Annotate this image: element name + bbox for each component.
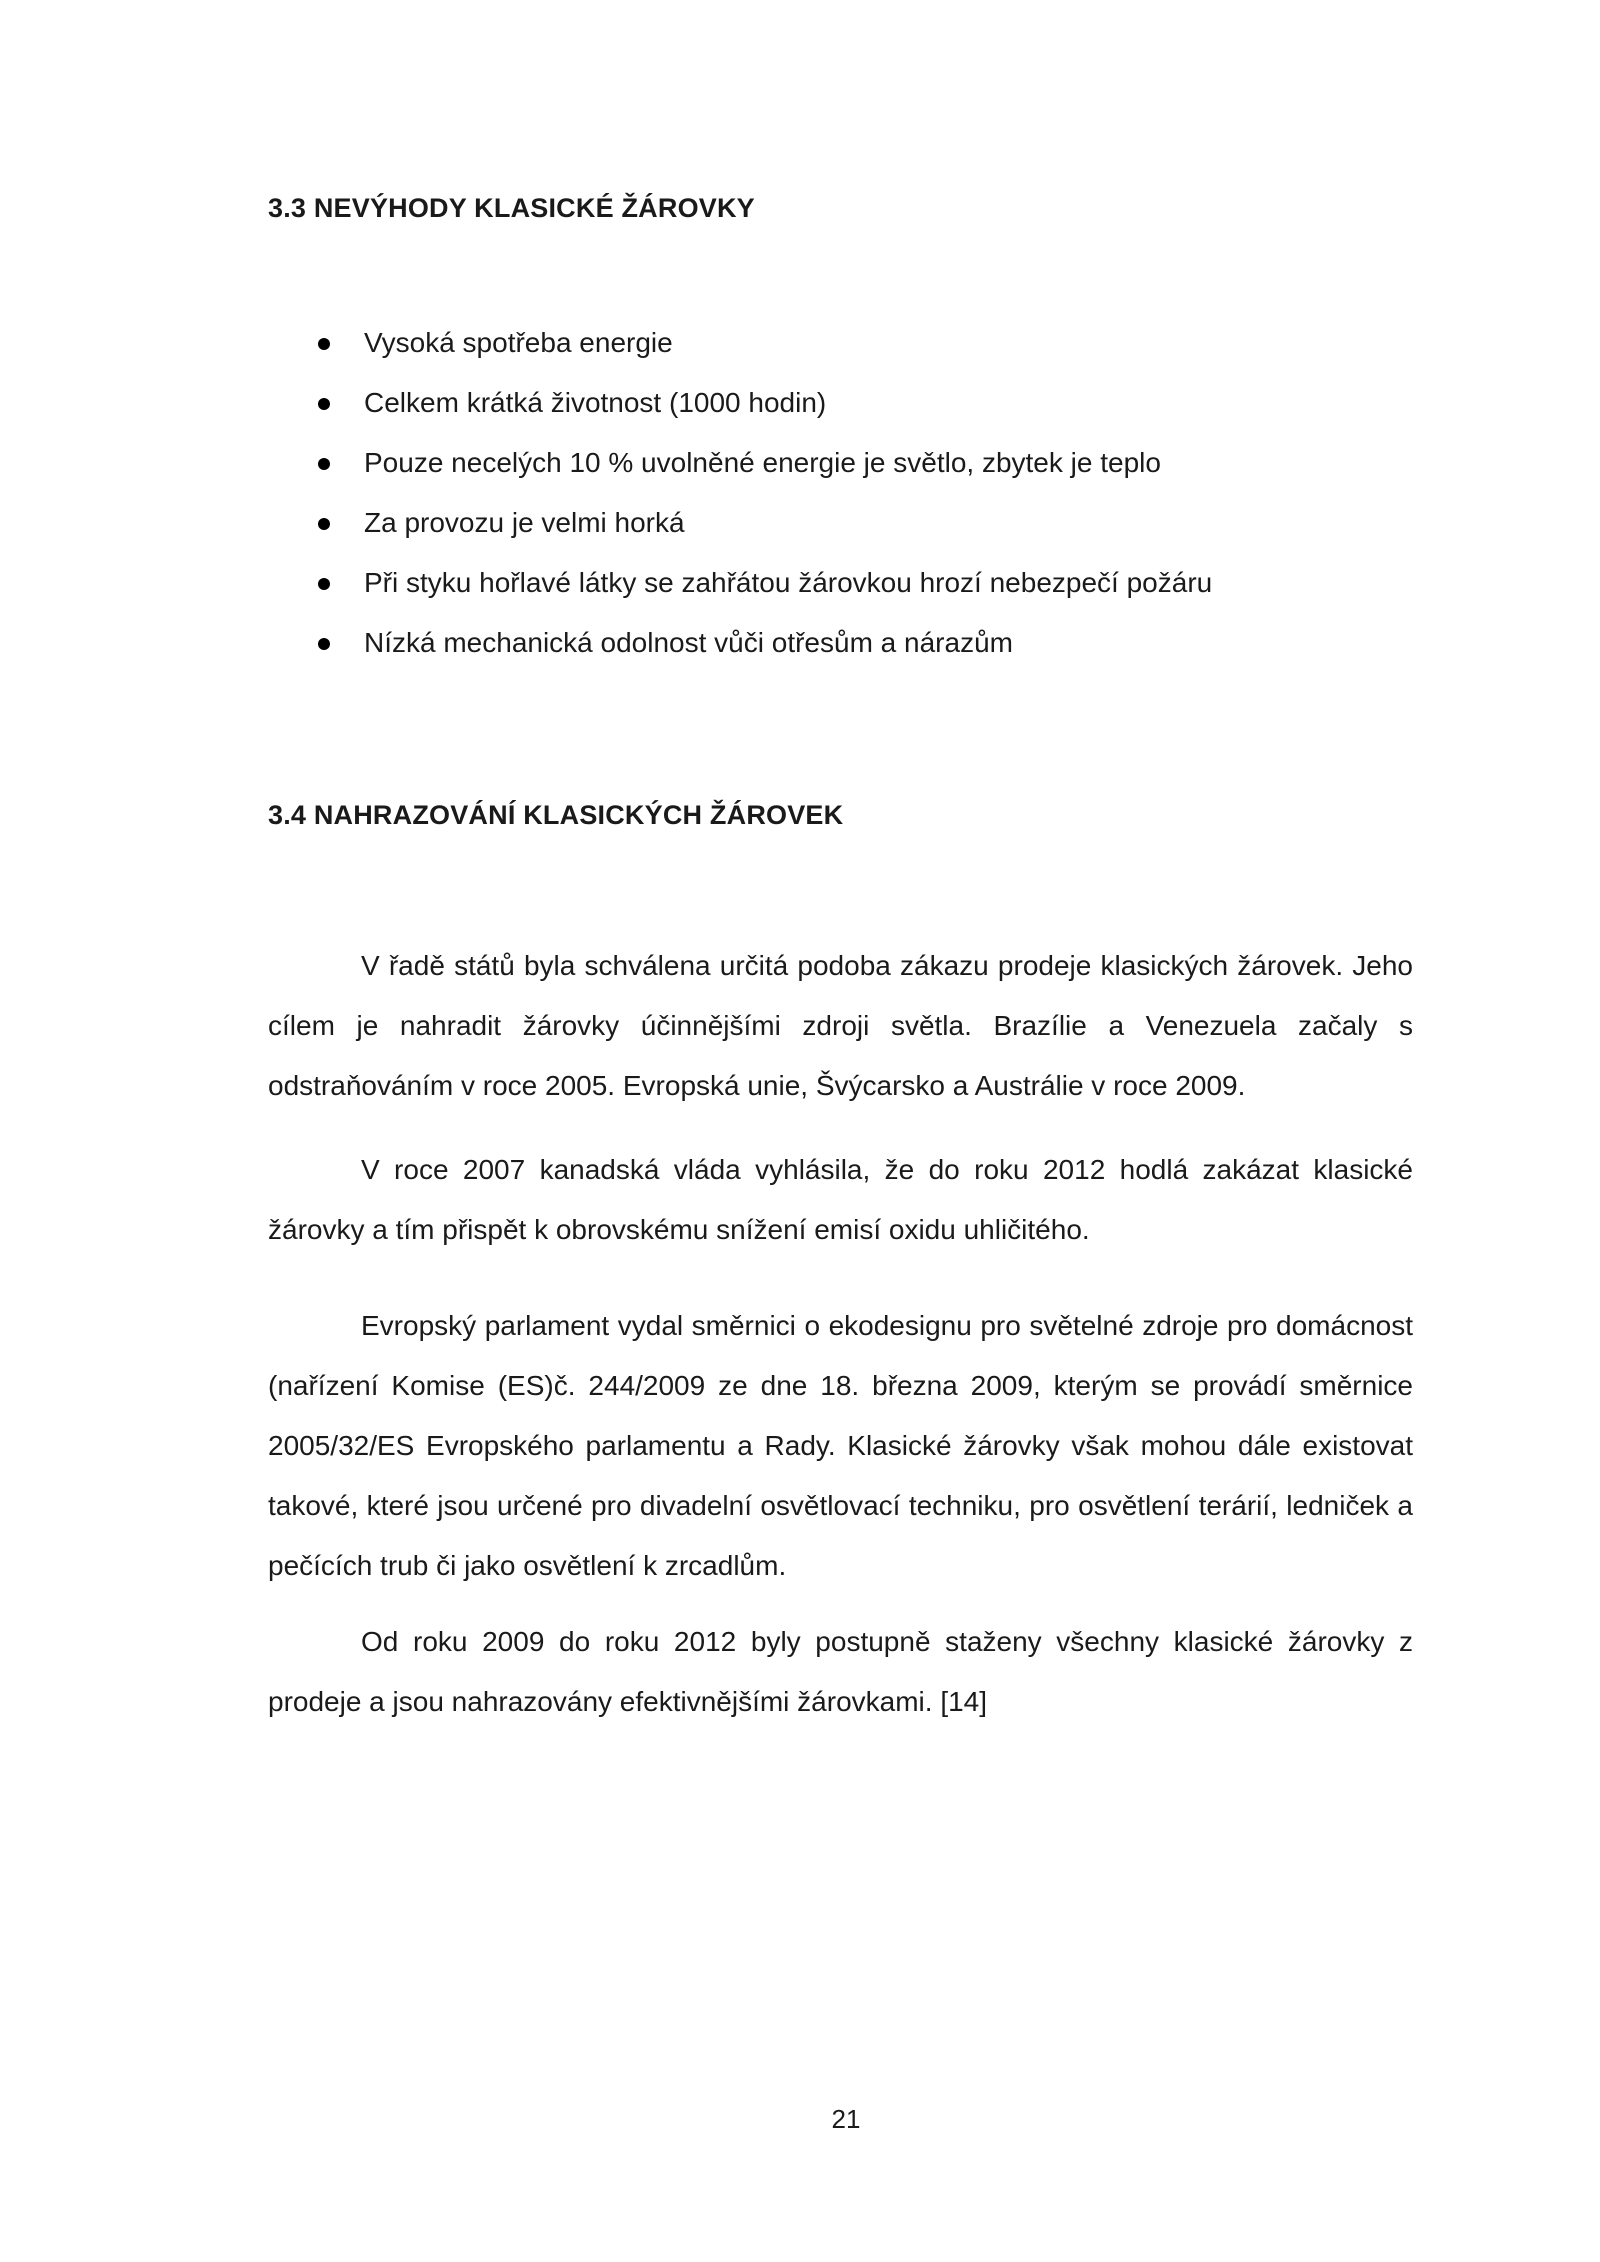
- section-heading-replacement: 3.4 NAHRAZOVÁNÍ KLASICKÝCH ŽÁROVEK: [268, 800, 844, 830]
- paragraph: Od roku 2009 do roku 2012 byly postupně staženy všechny klasické žárovky z prodeje a jsou nahrazovány efektivnějšími žárovkami. [14]: [268, 1626, 1413, 1717]
- paragraph: Evropský parlament vydal směrnici o ekodesignu pro světelné zdroje pro domácnost (nařízení Komise (ES)č. 244/2009 ze dne 18. března 2009, kterým se provádí směrnice 2005/32/ES Evropského parlamentu a Rady. Klasické žárovky však mohou dále existovat takové, které jsou určené pro divadelní osvětlovací techniku, pro osvětlení terárií, ledniček a pečících trub či jako osvětlení k zrcadlům.: [268, 1310, 1413, 1581]
- bullet-icon: [318, 638, 330, 650]
- disadvantages-list: [268, 323, 1418, 683]
- list-item-text: Celkem krátká životnost (1000 hodin): [364, 387, 827, 418]
- section-heading-disadvantages: 3.3 NEVÝHODY KLASICKÉ ŽÁROVKY: [268, 193, 755, 223]
- list-item-text: Pouze necelých 10 % uvolněné energie je světlo, zbytek je teplo: [364, 447, 1161, 478]
- list-item-text: Při styku hořlavé látky se zahřátou žárovkou hrozí nebezpečí požáru: [364, 567, 1213, 598]
- list-item: [268, 563, 1418, 623]
- bullet-icon: [318, 518, 330, 530]
- list-item-text: Za provozu je velmi horká: [364, 507, 685, 538]
- list-item: [268, 623, 1418, 683]
- list-item-text: Vysoká spotřeba energie: [364, 327, 673, 358]
- paragraph: V řadě států byla schválena určitá podoba zákazu prodeje klasických žárovek. Jeho cílem je nahradit žárovky účinnějšími zdroji světla. Brazílie a Venezuela začaly s odstraňováním v roce 2005. Evropská unie, Švýcarsko a Austrálie v roce 2009.: [268, 950, 1413, 1101]
- bullet-icon: [318, 338, 330, 350]
- bullet-icon: [318, 398, 330, 410]
- bullet-icon: [318, 578, 330, 590]
- list-item: [268, 323, 1418, 383]
- page-number: 21: [831, 2104, 861, 2134]
- paragraph: V roce 2007 kanadská vláda vyhlásila, že do roku 2012 hodlá zakázat klasické žárovky a tím přispět k obrovskému snížení emisí oxidu uhličitého.: [268, 1154, 1413, 1245]
- list-item-text: Nízká mechanická odolnost vůči otřesům a nárazům: [364, 627, 1013, 658]
- list-item: [268, 443, 1418, 503]
- bullet-icon: [318, 458, 330, 470]
- list-item: [268, 503, 1418, 563]
- list-item: [268, 383, 1418, 443]
